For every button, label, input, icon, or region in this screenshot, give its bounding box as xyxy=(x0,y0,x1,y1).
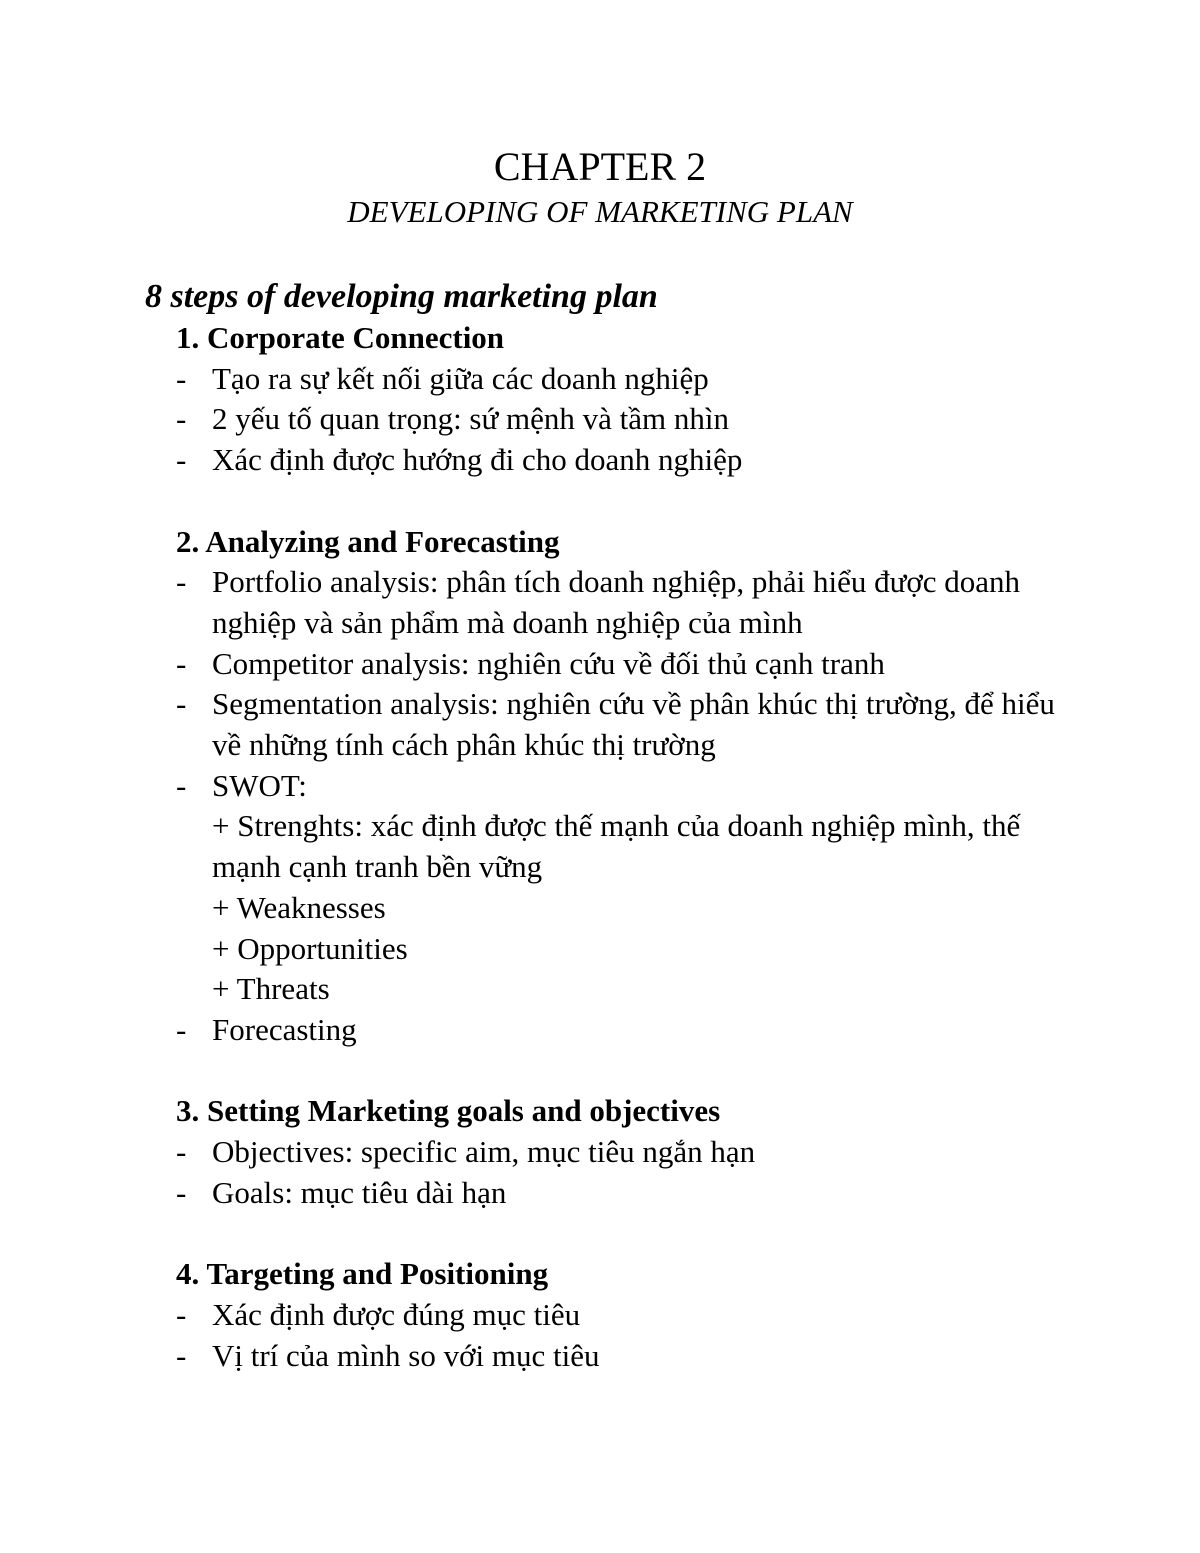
list-item-text: Objectives: specific aim, mục tiêu ngắn hạn xyxy=(212,1134,756,1170)
list-item-text: Forecasting xyxy=(212,1011,357,1047)
section-corporate-connection xyxy=(176,318,1066,481)
list-item xyxy=(176,1173,1066,1214)
bullet-dash: - xyxy=(176,1337,187,1373)
bullet-dash: - xyxy=(176,1174,187,1210)
chapter-title: CHAPTER 2 xyxy=(493,144,707,189)
bullet-dash: - xyxy=(176,360,187,396)
list-item-swot xyxy=(176,766,1066,1010)
document-body xyxy=(176,318,1066,1376)
list-item-text: Goals: mục tiêu dài hạn xyxy=(212,1174,507,1210)
list-item-text: Xác định được đúng mục tiêu xyxy=(212,1296,581,1332)
list-item xyxy=(176,684,1066,765)
section-targeting-positioning xyxy=(176,1254,1066,1376)
list-item-text: 2 yếu tố quan trọng: sứ mệnh và tầm nhìn xyxy=(212,401,730,437)
section-analyzing-forecasting xyxy=(176,522,1066,1051)
swot-item-weaknesses: + Weaknesses xyxy=(212,889,386,925)
swot-item-strengths: + Strenghts: xác định được thế mạnh của doanh nghiệp mình, thế mạnh cạnh tranh bền vững xyxy=(212,808,1021,885)
bullet-list xyxy=(176,1132,1066,1213)
bullet-dash: - xyxy=(176,1134,187,1170)
list-item-text: Competitor analysis: nghiên cứu về đối thủ cạnh tranh xyxy=(212,645,885,681)
list-item-text: Tạo ra sự kết nối giữa các doanh nghiệp xyxy=(212,360,709,396)
list-item xyxy=(176,1010,1066,1051)
swot-item-threats: + Threats xyxy=(212,971,330,1007)
bullet-dash: - xyxy=(176,1296,187,1332)
bullet-dash: - xyxy=(176,401,187,437)
list-item xyxy=(176,644,1066,685)
bullet-dash: - xyxy=(176,1011,187,1047)
steps-heading: 8 steps of developing marketing plan xyxy=(145,278,658,315)
section-goals-objectives xyxy=(176,1091,1066,1213)
chapter-subtitle: DEVELOPING OF MARKETING PLAN xyxy=(347,194,853,229)
bullet-dash: - xyxy=(176,442,187,478)
bullet-list xyxy=(176,1295,1066,1376)
list-item xyxy=(176,1336,1066,1377)
swot-item-opportunities: + Opportunities xyxy=(212,930,408,966)
list-item-text: Xác định được hướng đi cho doanh nghiệp xyxy=(212,442,743,478)
list-item xyxy=(176,1295,1066,1336)
section-title: 1. Corporate Connection xyxy=(176,320,505,355)
list-item-text: Vị trí của mình so với mục tiêu xyxy=(212,1337,600,1373)
section-title: 2. Analyzing and Forecasting xyxy=(176,523,560,559)
bullet-list xyxy=(176,359,1066,481)
bullet-list xyxy=(176,562,1066,1050)
bullet-dash: - xyxy=(176,767,187,803)
list-item xyxy=(176,440,1066,481)
list-item xyxy=(176,1132,1066,1173)
list-item xyxy=(176,562,1066,643)
bullet-dash: - xyxy=(176,686,187,722)
list-item-text: Segmentation analysis: nghiên cứu về phân khúc thị trường, để hiểu về những tính cách phân khúc thị trường xyxy=(212,686,1055,763)
list-item-text: SWOT: xyxy=(212,767,307,803)
bullet-dash: - xyxy=(176,564,187,600)
list-item xyxy=(176,359,1066,400)
bullet-dash: - xyxy=(176,645,187,681)
list-item xyxy=(176,399,1066,440)
section-title: 4. Targeting and Positioning xyxy=(176,1256,549,1292)
list-item-text: Portfolio analysis: phân tích doanh nghiệp, phải hiểu được doanh nghiệp và sản phẩm mà doanh nghiệp của mình xyxy=(212,564,1021,640)
section-title: 3. Setting Marketing goals and objectives xyxy=(176,1093,721,1129)
